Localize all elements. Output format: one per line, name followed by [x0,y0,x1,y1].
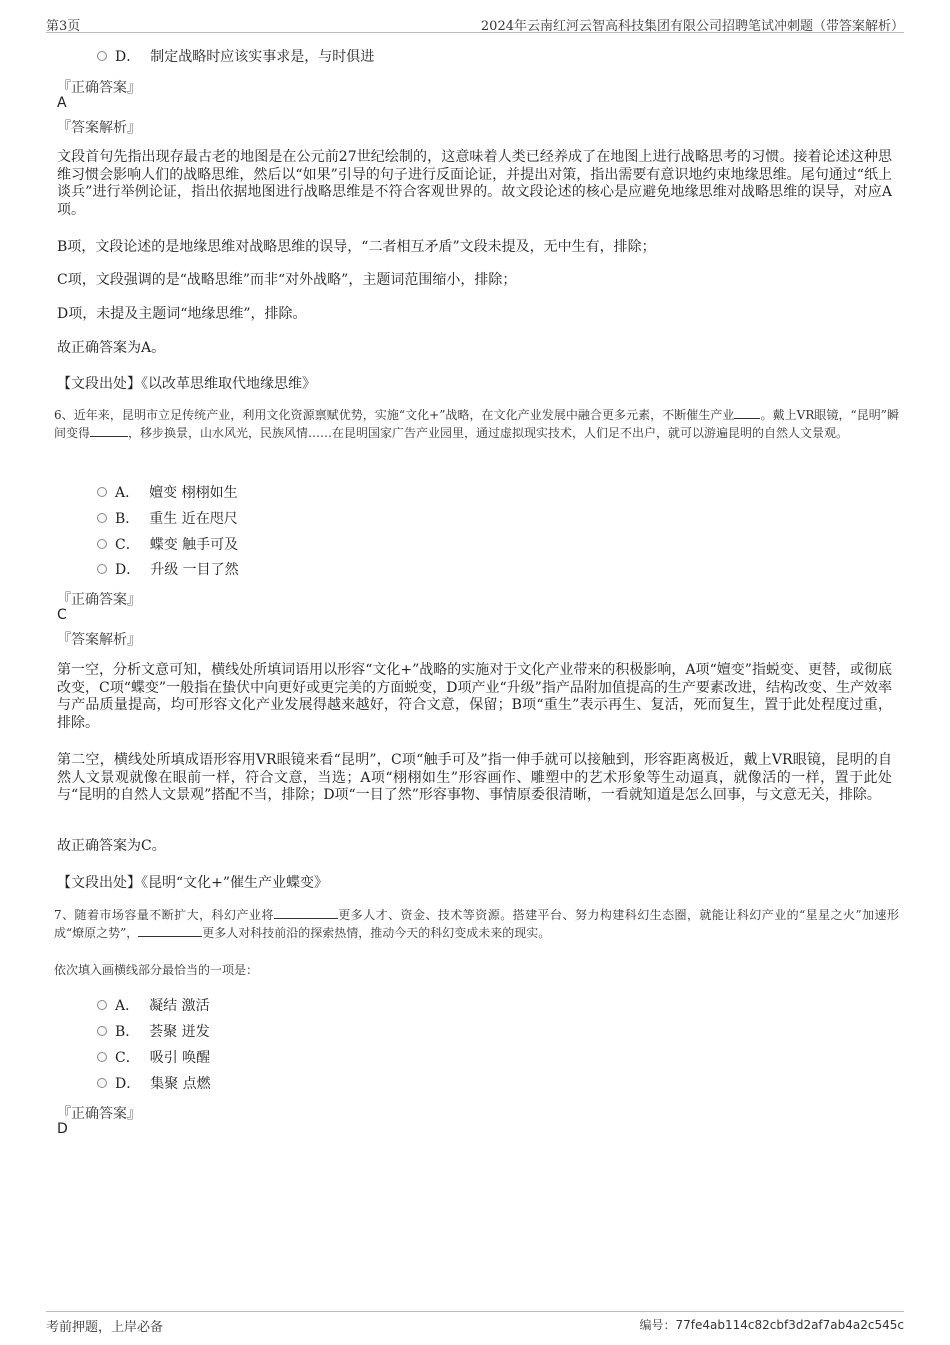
q6-option-c[interactable]: C． 蝶变 触手可及 [97,536,238,554]
q5-analysis-tag: 『答案解析』 [57,120,141,136]
q6-analysis-p2: 第二空，横线处所填成语形容用VR眼镜来看“昆明”，C项“触手可及”指一伸手就可以接触到，形容距离极近，戴上VR眼镜，昆明的自然人文景观就像在眼前一样，符合文意，当选；A项“栩栩如生”形容画作、雕塑中的艺术形象等生动逼真，就像活的一样，置于此处与“昆明的自然人文景观”搭配不当，排除；D项“一目了然”形容事物、事情原委很清晰，一看就知道是怎么回事，与文意无关，排除。 [57,752,892,803]
document-title: 2024年云南红河云智高科技集团有限公司招聘笔试冲刺题（带答案解析） [480,19,904,34]
q7-answer-tag: 『正确答案』 [57,1106,141,1122]
q6-option-d[interactable]: D． 升级 一目了然 [97,561,239,579]
q6-analysis-tag: 『答案解析』 [57,632,141,648]
q5-analysis-p5: 故正确答案为A。 [57,340,166,356]
q7-blank-1 [274,906,338,919]
page-footer [46,1311,904,1334]
q7-prompt: 依次填入画横线部分最恰当的一项是： [54,963,259,977]
q5-answer-tag: 『正确答案』 [57,80,141,96]
q7-blank-2 [138,924,202,937]
q5-analysis-p3: C项，文段强调的是“战略思维”而非“对外战略”，主题词范围缩小，排除； [57,272,517,288]
q6-answer: C [57,607,67,623]
q5-answer: A [57,95,67,111]
radio-icon[interactable] [97,1026,107,1036]
document-id: 编号：77fe4ab114c82cbf3d2af7ab4a2c545c [639,1318,904,1332]
radio-icon[interactable] [97,1000,107,1010]
q5-analysis-p4: D项，未提及主题词“地缘思维”，排除。 [57,306,307,322]
q6-answer-tag: 『正确答案』 [57,592,141,608]
q7-option-c[interactable]: C． 吸引 唤醒 [97,1049,210,1067]
q5-analysis-p2: B项，文段论述的是地缘思维对战略思维的误导，“二者相互矛盾”文段未提及，无中生有，排除； [57,239,656,255]
q6-option-b[interactable]: B． 重生 近在咫尺 [97,510,238,528]
q5-analysis-p1: 文段首句先指出现存最古老的地图是在公元前27世纪绘制的，这意味着人类已经养成了在地图上进行战略思考的习惯。接着论述这种思维习惯会影响人们的战略思维，然后以“如果”引导的句子进行反面论证，并提出对策，指出需要有意识地约束地缘思维。尾句通过“纸上谈兵”进行举例论证，指出依据地图进行战略思维是不符合客观世界的。故文段论述的核心是应避免地缘思维对战略思维的误导，对应A项。 [57,149,892,218]
radio-icon[interactable] [97,539,107,549]
radio-icon[interactable] [97,1078,107,1088]
radio-icon[interactable] [97,513,107,523]
radio-icon[interactable] [97,564,107,574]
q6-analysis-p3: 故正确答案为C。 [57,838,166,854]
footer-slogan: 考前押题，上岸必备 [46,1320,164,1335]
radio-icon[interactable] [97,51,107,61]
q7-stem: 7、随着市场容量不断扩大，科幻产业将 更多人才、资金、技术等资源。搭建平台、努力构建科幻生态圈，就能让科幻产业的“星星之火”加速形成“燎原之势”， 更多人对科技前沿的探索热情，推动今天的科幻变成未来的现实。 [54,908,900,940]
q6-source: 【文段出处】《昆明“文化+”催生产业蝶变》 [57,875,329,891]
q5-option-d[interactable]: D． 制定战略时应该实事求是，与时俱进 [97,48,374,66]
q7-option-d[interactable]: D． 集聚 点燃 [97,1075,211,1093]
radio-icon[interactable] [97,487,107,497]
q6-blank-2 [90,424,128,437]
page-header [46,12,904,33]
q6-stem: 6、近年来，昆明市立足传统产业，利用文化资源禀赋优势，实施“文化+”战略，在文化产业发展中融合更多元素，不断催生产业 。戴上VR眼镜，“昆明”瞬间变得 ，移步换景，山水风光，民族风情……在昆明国家广告产业园里，通过虚拟现实技术，人们足不出户，就可以游遍昆明的自然人文景观。 [54,408,899,440]
q6-blank-1 [734,406,760,419]
q6-option-a[interactable]: A． 嬗变 栩栩如生 [97,484,238,502]
q7-option-a[interactable]: A． 凝结 激活 [97,997,210,1015]
q7-option-b[interactable]: B． 荟聚 迸发 [97,1023,210,1041]
q7-answer: D [57,1121,68,1137]
radio-icon[interactable] [97,1052,107,1062]
page-number: 第3页 [46,19,81,34]
q6-analysis-p1: 第一空，分析文意可知，横线处所填词语用以形容“文化+”战略的实施对于文化产业带来的积极影响，A项“嬗变”指蜕变、更替，或彻底改变，C项“蝶变”一般指在蛰伏中向更好或更完美的方面蜕变，D项产业“升级”指产品附加值提高的生产要素改进，结构改变、生产效率与产品质量提高，均可形容文化产业发展得越来越好，符合文意，保留；B项“重生”表示再生、复活，死而复生，置于此处程度过重，排除。 [57,662,892,731]
q5-source: 【文段出处】《以改革思维取代地缘思维》 [57,376,316,392]
